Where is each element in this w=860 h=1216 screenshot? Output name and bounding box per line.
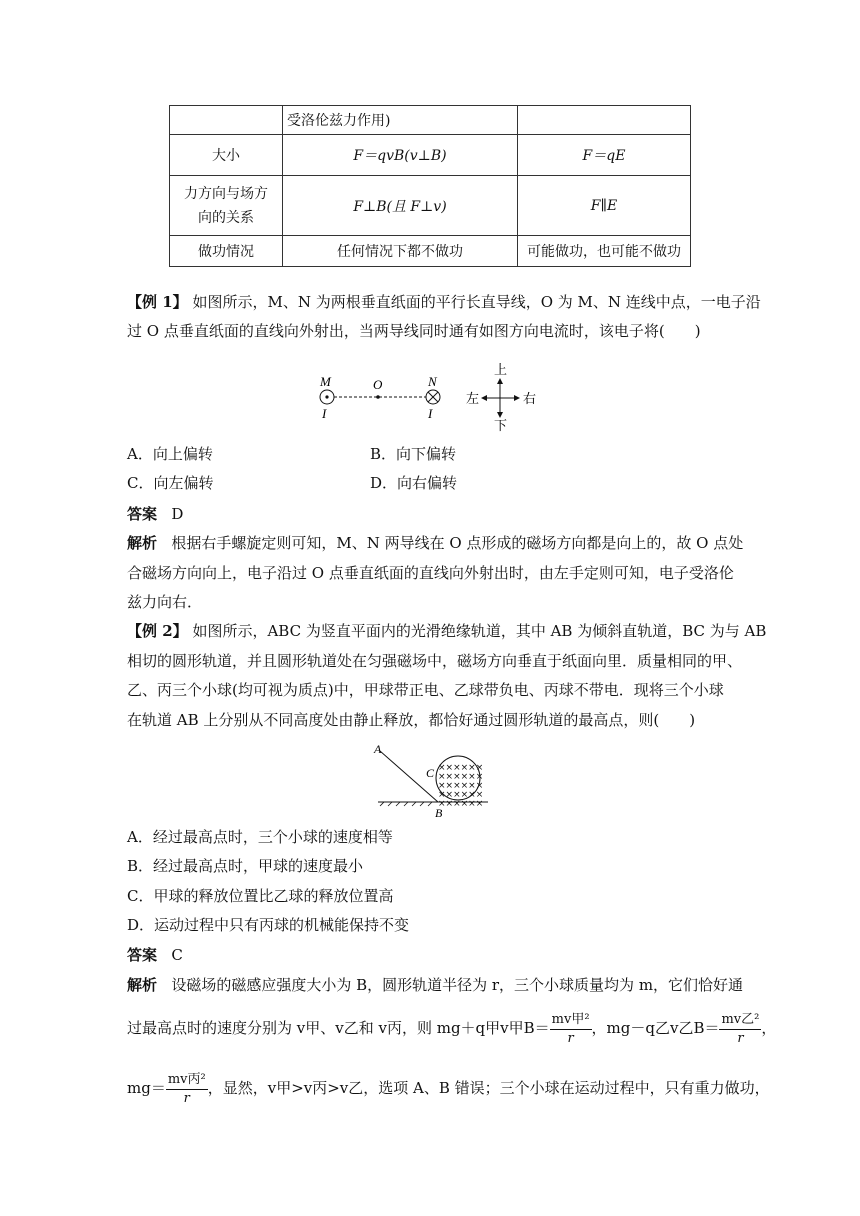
table-cell: 可能做功，也可能不做功	[518, 236, 691, 267]
analysis-text: mg＝	[127, 1079, 166, 1097]
ex1-tag: 【例 1】	[127, 293, 188, 311]
fraction-denominator: r	[567, 1030, 574, 1046]
ex1-text: 如图所示，M、N 为两根垂直纸面的平行长直导线，O 为 M、N 连线中点，一电子沿	[192, 293, 761, 311]
svg-text:××××××: ××××××	[438, 781, 484, 791]
label-N: N	[428, 374, 437, 389]
ex2-text: 如图所示，ABC 为竖直平面内的光滑绝缘轨道，其中 AB 为倾斜直轨道，BC 为与 AB	[192, 622, 767, 640]
magnetic-field-crosses	[438, 763, 483, 809]
svg-text:××××××: ××××××	[438, 772, 484, 782]
ex1-figure	[300, 358, 560, 436]
label-I-left: I	[322, 406, 327, 421]
answer-value: C	[171, 946, 183, 964]
label-B: B	[435, 806, 443, 820]
label-O: O	[373, 377, 383, 392]
ex1-option-a: A．向上偏转	[127, 445, 213, 463]
arrow-left-icon	[481, 395, 487, 401]
svg-text:××××××: ××××××	[438, 790, 484, 800]
ex1-question-line: 过 O 点垂直纸面的直线向外射出，当两导线同时通有如图方向电流时，该电子将( )	[127, 322, 701, 340]
table-cell: 受洛伦兹力作用)	[283, 106, 518, 135]
fraction-denominator: r	[737, 1030, 744, 1046]
label-M: M	[320, 374, 331, 389]
analysis-label: 解析	[127, 534, 158, 552]
table-cell	[170, 176, 283, 236]
analysis-text: ，	[761, 1019, 777, 1037]
table-cell-line: 向的关系	[198, 209, 254, 226]
table-cell: F∥E	[518, 176, 691, 236]
table-cell: F⊥B(且 F⊥v)	[283, 176, 518, 236]
analysis-label: 解析	[127, 976, 158, 994]
ex2-option-a: A．经过最高点时，三个小球的速度相等	[127, 828, 393, 846]
table-row	[170, 106, 691, 135]
ex1-answer	[127, 503, 183, 525]
label-left: 左	[466, 392, 480, 407]
svg-text:××××××: ××××××	[438, 763, 484, 773]
table-cell	[170, 106, 283, 135]
ex2-question-line: 相切的圆形轨道，并且圆形轨道处在匀强磁场中，磁场方向垂直于纸面向里．质量相同的甲、	[127, 652, 743, 670]
ex2-tag: 【例 2】	[127, 622, 188, 640]
table-row	[170, 176, 691, 236]
ex2-analysis-line	[127, 974, 743, 996]
ex1-question-line	[127, 291, 761, 313]
ex1-option-b: B．向下偏转	[370, 445, 457, 463]
ex2-answer	[127, 944, 183, 966]
ex2-option-c: C．甲球的释放位置比乙球的释放位置高	[127, 887, 394, 905]
label-I-right: I	[428, 406, 433, 421]
analysis-text: 根据右手螺旋定则可知，M、N 两导线在 O 点形成的磁场方向都是向上的，故 O 点处	[171, 534, 744, 552]
fraction-denominator: r	[183, 1090, 190, 1106]
fraction-numerator: mv丙²	[166, 1071, 208, 1090]
fraction	[719, 1011, 761, 1048]
fraction-numerator: mv甲²	[550, 1011, 592, 1030]
ex2-option-d: D．运动过程中只有丙球的机械能保持不变	[127, 916, 410, 934]
table-cell: F＝qE	[518, 135, 691, 176]
table-row	[170, 135, 691, 176]
analysis-text: ，mg－q乙v乙B＝	[591, 1019, 720, 1037]
ex2-question-line	[127, 620, 766, 642]
analysis-text: 过最高点时的速度分别为 v甲、v乙和 v丙，则 mg＋q甲v甲B＝	[127, 1019, 550, 1037]
ex1-option-c: C．向左偏转	[127, 474, 214, 492]
answer-label: 答案	[127, 505, 158, 523]
ex2-analysis-line	[127, 1008, 776, 1048]
ex1-analysis-line	[127, 532, 743, 554]
table-cell: 做功情况	[170, 236, 283, 267]
fraction-numerator: mv乙²	[719, 1011, 761, 1030]
fraction	[550, 1011, 592, 1048]
label-A: A	[374, 742, 382, 756]
arrow-right-icon	[514, 395, 520, 401]
arrow-down-icon	[497, 412, 503, 418]
ex2-analysis-line	[127, 1068, 770, 1108]
ex2-figure	[370, 740, 500, 822]
answer-value: D	[171, 505, 184, 523]
ex2-option-b: B．经过最高点时，甲球的速度最小	[127, 857, 364, 875]
analysis-text: 设磁场的磁感应强度大小为 B，圆形轨道半径为 r，三个小球质量均为 m，它们恰好通	[171, 976, 744, 994]
ground-hatch	[380, 802, 432, 806]
table-cell	[518, 106, 691, 135]
fraction	[166, 1071, 208, 1108]
label-up: 上	[494, 363, 508, 378]
comparison-table	[169, 105, 691, 267]
label-down: 下	[494, 419, 508, 434]
table-cell: F＝qvB(v⊥B)	[283, 135, 518, 176]
label-C: C	[426, 766, 435, 780]
ex1-option-d: D．向右偏转	[370, 474, 458, 492]
ex1-analysis-line: 兹力向右．	[127, 593, 203, 611]
ex2-question-line: 在轨道 AB 上分别从不同高度处由静止释放，都恰好通过圆形轨道的最高点，则( )	[127, 711, 696, 729]
ex1-analysis-line: 合磁场方向向上，电子沿过 O 点垂直纸面的直线向外射出时，由左手定则可知，电子受洛伦	[127, 564, 734, 582]
table-row	[170, 236, 691, 267]
ex2-question-line: 乙、丙三个小球(均可视为质点)中，甲球带正电、乙球带负电、丙球不带电．现将三个小球	[127, 681, 724, 699]
point-O	[376, 395, 380, 399]
answer-label: 答案	[127, 946, 158, 964]
table-cell: 大小	[170, 135, 283, 176]
arrow-up-icon	[497, 378, 503, 384]
svg-text:××××××: ××××××	[438, 799, 484, 809]
analysis-text: ，显然，v甲>v丙>v乙，选项 A、B 错误；三个小球在运动过程中，只有重力做功，	[207, 1079, 770, 1097]
table-cell: 任何情况下都不做功	[283, 236, 518, 267]
table-cell-line: 力方向与场方	[184, 185, 268, 202]
label-right: 右	[523, 392, 537, 407]
wire-out-dot	[325, 395, 328, 398]
